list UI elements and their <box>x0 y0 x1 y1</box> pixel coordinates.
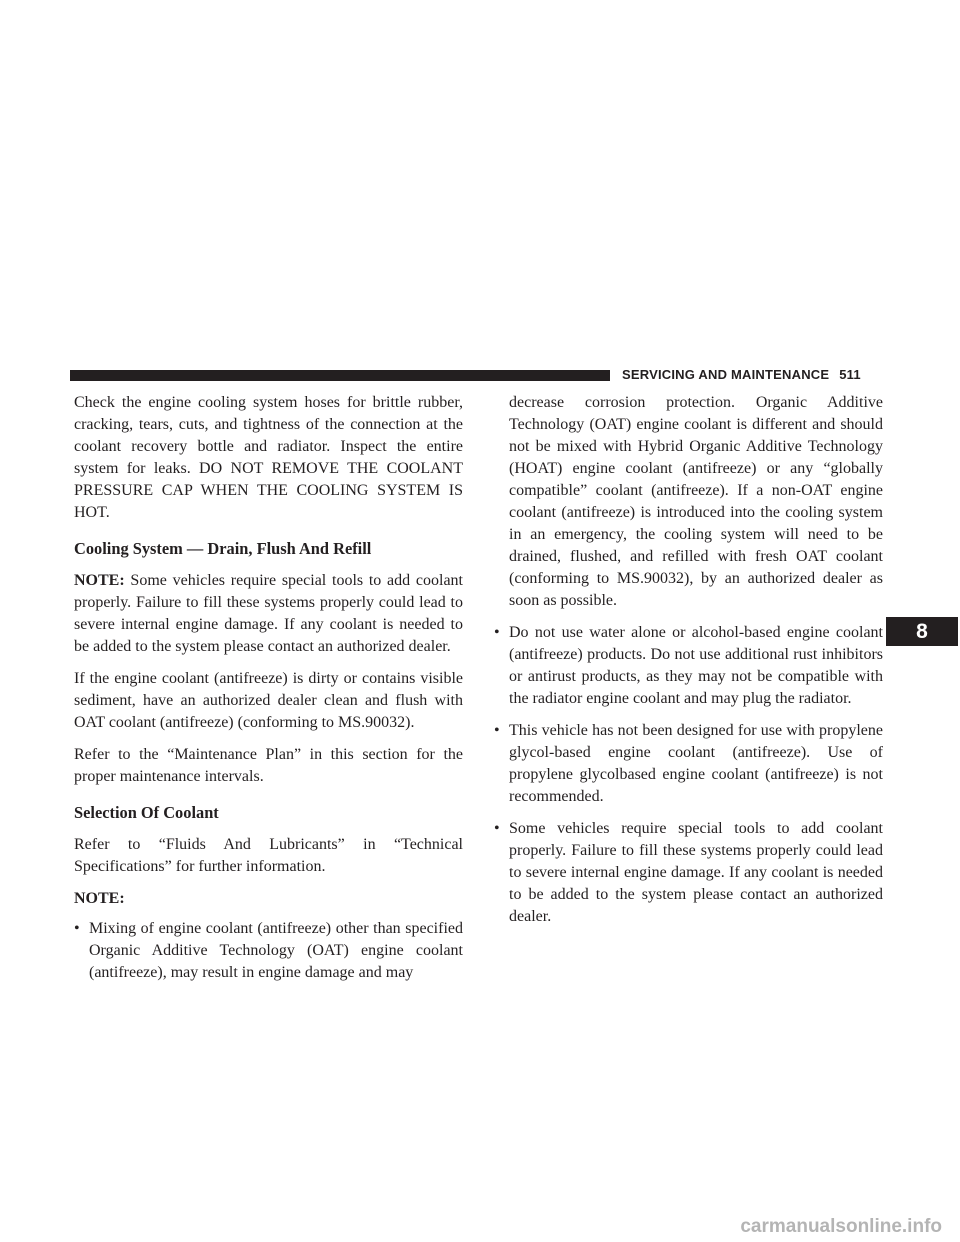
header-rule <box>70 370 610 381</box>
bullet-continuation: decrease corrosion protection. Organic Additive Technology (OAT) engine coolant is different and should not be mixed with Hybrid Organic Additive Technology (HOAT) engine coolant (antifreeze) or any “globally compatible” coolant (antifreeze). If a non-OAT engine coolant (antifreeze) is introduced into the cooling system in an emergency, the cooling system will need to be drained, flushed, and refilled with fresh OAT coolant (conforming to MS.90032), by an authorized dealer as soon as possible. <box>509 394 883 609</box>
intro-paragraph: Check the engine cooling system hoses for brittle rubber, cracking, tears, cuts, and tightness of the connection at the coolant recovery bottle and radiator. Inspect the entire system for leaks. DO NOT REMOVE THE COOLANT PRESSURE CAP WHEN THE COOLING SYSTEM IS HOT. <box>74 394 463 521</box>
note-text: Some vehicles require special tools to add coolant properly. Failure to fill these systems properly could lead to severe internal engine damage. If any coolant is needed to be added to the system please contact an authorized dealer. <box>74 572 463 655</box>
heading-selection-of-coolant: Selection Of Coolant <box>74 803 219 822</box>
section-title: SERVICING AND MAINTENANCE <box>622 367 830 382</box>
chapter-tab: 8 <box>886 617 958 646</box>
note-label: NOTE: <box>74 572 125 589</box>
page-number: 511 <box>839 367 861 382</box>
bullet-item-special-tools: • Some vehicles require special tools to add coolant properly. Failure to fill these systems properly could lead to severe internal engine damage. If any coolant is needed to be added to the system please contact an authorized dealer. <box>494 818 883 928</box>
running-header <box>622 365 861 385</box>
watermark-text: carmanualsonline.info <box>740 1216 942 1237</box>
heading-drain-flush-refill: Cooling System — Drain, Flush And Refill <box>74 539 372 558</box>
bullet-item-water-alone: • Do not use water alone or alcohol-based engine coolant (antifreeze) products. Do not use additional rust inhibitors or antirust products, as they may not be compatible with the radiator engine coolant and may plug the radiator. <box>494 622 883 710</box>
maintenance-plan-paragraph: Refer to the “Maintenance Plan” in this section for the proper maintenance intervals. <box>74 746 463 785</box>
note-heading: NOTE: <box>74 890 125 907</box>
note-bullet-list <box>74 918 463 984</box>
bullet-item-propylene-glycol: • This vehicle has not been designed for use with propylene glycol-based engine coolant (antifreeze). Use of propylene glycolbased engine coolant (antifreeze) is not recommended. <box>494 720 883 808</box>
right-bullet-list <box>494 622 883 928</box>
note-paragraph <box>74 570 463 658</box>
right-column <box>494 392 883 938</box>
fluids-reference-paragraph: Refer to “Fluids And Lubricants” in “Technical Specifications” for further information. <box>74 836 463 875</box>
bullet-item-mixing-coolant: • Mixing of engine coolant (antifreeze) other than specified Organic Additive Technology (OAT) engine coolant (antifreeze), may result in engine damage and may <box>74 918 463 984</box>
dirty-coolant-paragraph: If the engine coolant (antifreeze) is dirty or contains visible sediment, have an authorized dealer clean and flush with OAT coolant (antifreeze) (conforming to MS.90032). <box>74 670 463 731</box>
left-column <box>74 392 463 994</box>
